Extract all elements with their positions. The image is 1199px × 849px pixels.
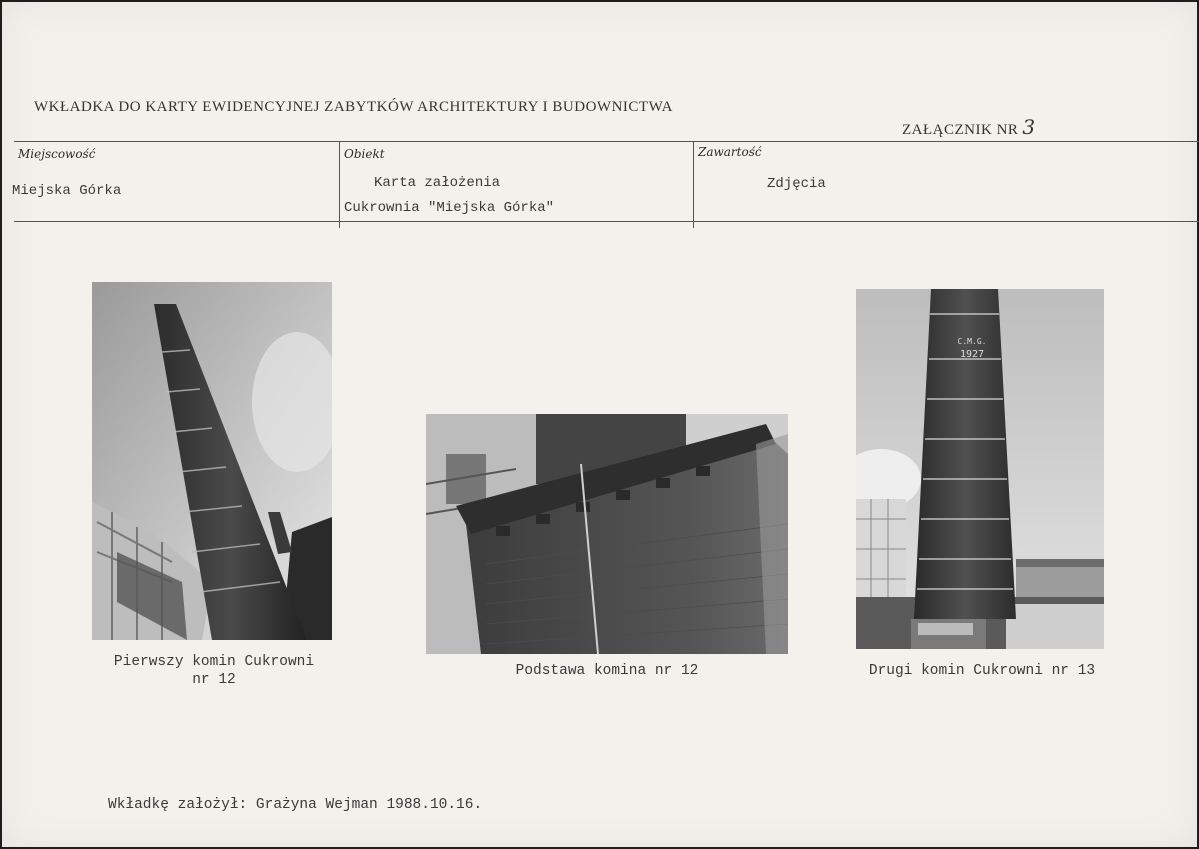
form-top-line <box>14 141 1199 142</box>
photo-chimney-base <box>426 414 788 654</box>
photo-first-chimney <box>92 282 332 640</box>
annex-number-value: 3 <box>1022 115 1036 139</box>
photo-second-chimney <box>856 289 1104 649</box>
annex-number <box>902 115 1036 139</box>
document-sheet <box>2 2 1197 847</box>
photo1-caption <box>94 654 334 688</box>
place-label: Miejscowość <box>18 147 96 161</box>
form-divider-2 <box>693 141 694 228</box>
footer-author: Wkładkę założył: Grażyna Wejman 1988.10.16. <box>108 797 483 813</box>
content-value: Zdjęcia <box>767 176 826 192</box>
photo3-caption: Drugi komin Cukrowni nr 13 <box>868 663 1096 679</box>
content-label: Zawartość <box>698 145 762 159</box>
form-divider-1 <box>339 141 340 228</box>
chimney-marking-initials: C.M.G. <box>957 337 987 346</box>
form-bottom-line <box>14 221 1199 222</box>
object-label: Obiekt <box>344 147 385 161</box>
object-name-line1: Karta założenia <box>374 175 501 191</box>
object-name-line2: Cukrownia "Miejska Górka" <box>344 200 555 216</box>
photo1-caption-line2: nr 12 <box>192 672 236 688</box>
document-title: WKŁADKA DO KARTY EWIDENCYJNEJ ZABYTKÓW ARCHITEKTURY I BUDOWNICTWA <box>34 99 673 115</box>
photo2-caption: Podstawa komina nr 12 <box>515 663 699 679</box>
photo1-caption-line1: Pierwszy komin Cukrowni <box>113 654 315 670</box>
annex-label: ZAŁĄCZNIK NR <box>902 122 1019 138</box>
place-value: Miejska Górka <box>12 183 122 199</box>
chimney-marking-year: 1927 <box>959 349 985 360</box>
